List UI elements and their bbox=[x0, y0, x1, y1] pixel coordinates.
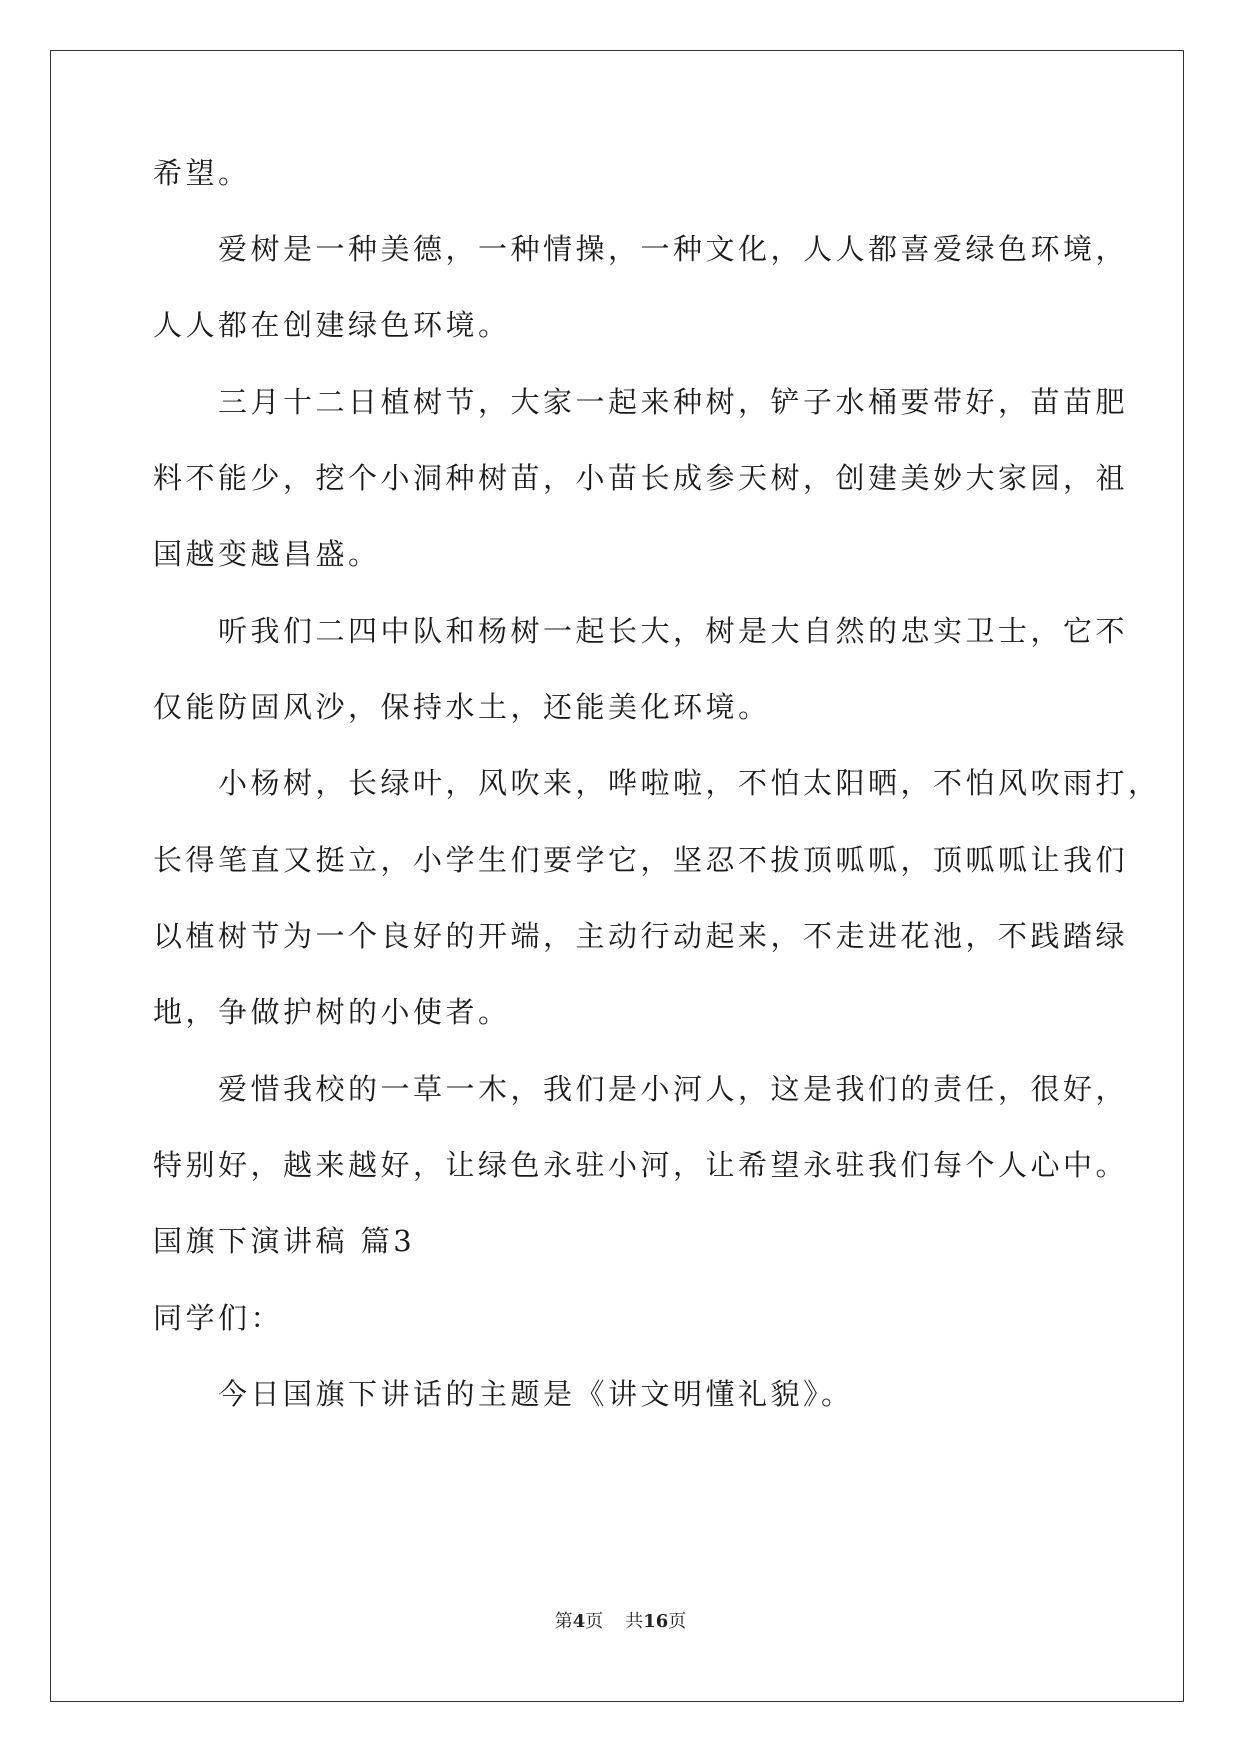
total-prefix: 共 bbox=[625, 1611, 644, 1632]
text-line: 希望。 bbox=[153, 156, 251, 190]
text-line: 长得笔直又挺立，小学生们要学它，坚忍不拔顶呱呱，顶呱呱让我们 bbox=[153, 843, 1129, 877]
text-line: 今日国旗下讲话的主题是《讲文明懂礼貌》。 bbox=[153, 1377, 854, 1411]
page-footer bbox=[0, 1610, 1241, 1634]
text-line: 国越变越昌盛。 bbox=[153, 537, 381, 571]
page-prefix: 第 bbox=[554, 1611, 573, 1632]
salutation: 同学们： bbox=[153, 1301, 284, 1335]
total-pages: 16 bbox=[643, 1611, 669, 1632]
text-line: 地，争做护树的小使者。 bbox=[153, 995, 511, 1029]
page-suffix: 页 bbox=[585, 1611, 604, 1632]
text-line: 听我们二四中队和杨树一起长大，树是大自然的忠实卫士，它不 bbox=[153, 614, 1129, 648]
text-line: 仅能防固风沙，保持水土，还能美化环境。 bbox=[153, 690, 771, 724]
text-line: 料不能少，挖个小洞种树苗，小苗长成参天树，创建美妙大家园，祖 bbox=[153, 461, 1129, 495]
page-number: 4 bbox=[572, 1611, 586, 1632]
text-line: 特别好，越来越好，让绿色永驻小河，让希望永驻我们每个人心中。 bbox=[153, 1148, 1129, 1182]
text-line: 小杨树，长绿叶，风吹来，哗啦啦，不怕太阳晒，不怕风吹雨打， bbox=[153, 766, 1161, 800]
section-heading: 国旗下演讲稿 篇3 bbox=[153, 1224, 416, 1258]
text-line: 爱树是一种美德，一种情操，一种文化，人人都喜爱绿色环境， bbox=[153, 232, 1129, 266]
text-line: 三月十二日植树节，大家一起来种树，铲子水桶要带好，苗苗肥 bbox=[153, 385, 1129, 419]
total-suffix: 页 bbox=[668, 1611, 687, 1632]
text-line: 爱惜我校的一草一木，我们是小河人，这是我们的责任，很好， bbox=[153, 1072, 1129, 1106]
text-line: 人人都在创建绿色环境。 bbox=[153, 308, 511, 342]
text-line: 以植树节为一个良好的开端，主动行动起来，不走进花池，不践踏绿 bbox=[153, 919, 1129, 953]
